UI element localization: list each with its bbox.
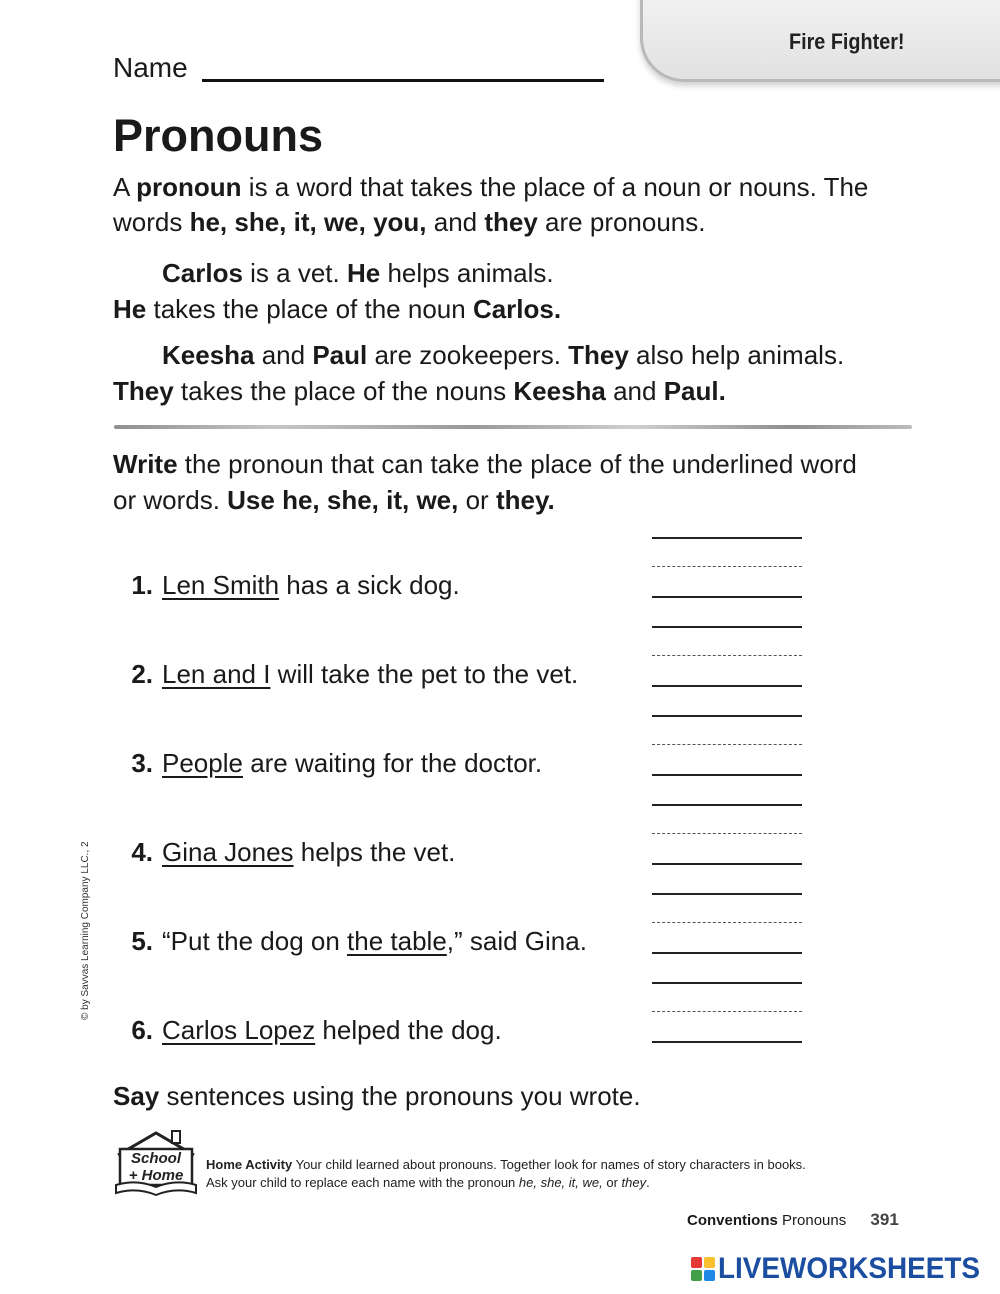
item-sentence: Len Smith has a sick dog. — [162, 570, 460, 600]
footer-topic: Pronouns — [782, 1212, 847, 1229]
school-home-logo — [112, 1127, 200, 1197]
footer-section: Conventions — [687, 1212, 778, 1229]
item-number: 1. — [131, 570, 153, 600]
home-activity-text: Home Activity Your child learned about pronouns. Together look for names of story characters in books. Ask your child to replace each name with the pronoun he, she, it, we, or they. — [206, 1157, 806, 1190]
directions-line-1: Write the pronoun that can take the place of the underlined word — [113, 449, 857, 479]
page-footer — [687, 1210, 899, 1230]
example-2-sentence: Keesha and Paul are zookeepers. They also help animals. — [162, 340, 845, 370]
liveworksheets-brand[interactable] — [691, 1253, 1000, 1285]
page-title: Pronouns — [113, 110, 323, 161]
answer-box[interactable] — [652, 804, 802, 894]
item-sentence: Gina Jones helps the vet. — [162, 837, 456, 867]
liveworksheets-wordmark: LIVEWORKSHEETS — [718, 1252, 980, 1285]
name-input-line[interactable] — [202, 79, 604, 82]
tab-title: Fire Fighter! — [789, 29, 905, 54]
item-number: 4. — [131, 837, 153, 867]
answer-box[interactable] — [652, 537, 802, 627]
answer-box[interactable] — [652, 626, 802, 716]
say-instruction: Say sentences using the pronouns you wrote. — [113, 1081, 641, 1111]
item-number: 3. — [131, 748, 153, 778]
item-sentence: “Put the dog on the table,” said Gina. — [162, 926, 587, 956]
directions-line-2: or words. Use he, she, it, we, or they. — [113, 485, 555, 515]
logo-home-text: + Home — [128, 1167, 184, 1184]
item-sentence: Len and I will take the pet to the vet. — [162, 659, 579, 689]
logo-school-text: School — [130, 1150, 182, 1167]
intro-line-2: words he, she, it, we, you, and they are pronouns. — [113, 207, 706, 237]
item-number: 2. — [131, 659, 153, 689]
page-number: 391 — [870, 1210, 899, 1229]
item-number: 5. — [131, 926, 153, 956]
example-1-explanation: He takes the place of the noun Carlos. — [113, 294, 562, 324]
name-label: Name — [113, 52, 188, 83]
item-sentence: People are waiting for the doctor. — [162, 748, 543, 778]
example-1-sentence: Carlos is a vet. He helps animals. — [162, 258, 554, 288]
liveworksheets-logo-icon — [691, 1257, 715, 1281]
item-number: 6. — [131, 1015, 153, 1045]
answer-box[interactable] — [652, 715, 802, 805]
item-sentence: Carlos Lopez helped the dog. — [162, 1015, 502, 1045]
answer-box[interactable] — [652, 893, 802, 983]
example-2-explanation: They takes the place of the nouns Keesha and Paul. — [113, 376, 726, 406]
answer-box[interactable] — [652, 982, 802, 1072]
copyright-notice: © by Savvas Learning Company LLC., 2 — [80, 841, 91, 1020]
section-divider — [114, 425, 912, 429]
intro-line-1: A pronoun is a word that takes the place of a noun or nouns. The — [113, 172, 869, 202]
